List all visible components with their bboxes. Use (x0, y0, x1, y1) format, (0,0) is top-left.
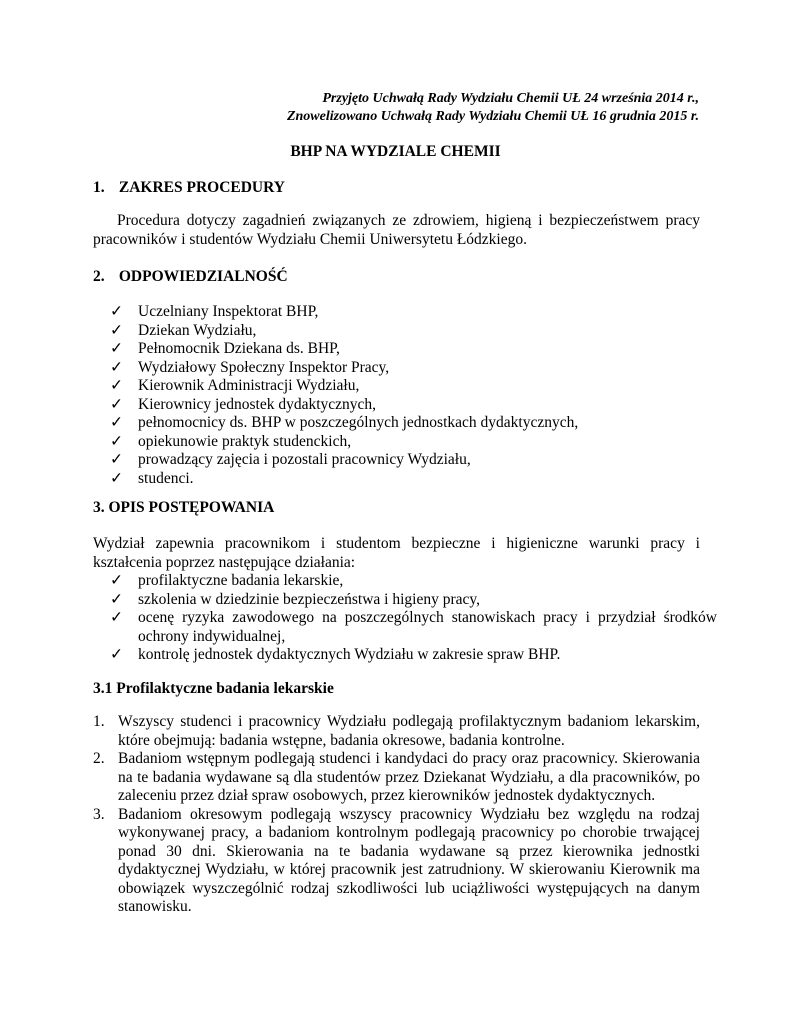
list-item: ✓ Dziekan Wydziału, (110, 321, 257, 339)
list-item: ✓ Wydziałowy Społeczny Inspektor Pracy, (110, 358, 390, 376)
document-header (287, 90, 699, 126)
section-1-title: ZAKRES PROCEDURY (118, 179, 285, 196)
check-icon: ✓ (110, 609, 123, 626)
list-item: ✓ studenci. (110, 469, 194, 487)
list-item: ✓ pełnomocnicy ds. BHP w poszczególnych jednostkach dydaktycznych, (110, 414, 579, 431)
medical-exams-list (93, 713, 700, 917)
check-icon: ✓ (110, 451, 123, 468)
check-icon: ✓ (110, 432, 123, 450)
list-item: ✓ ocenę ryzyka zawodowego na poszczególnych stanowiskach pracy i przydział środków ochrony indywidualnej, (110, 609, 717, 645)
section-3-1-heading: 3.1 Profilaktyczne badania lekarskie (93, 680, 334, 697)
section-3-intro: Wydział zapewnia pracownikom i studentom bezpieczne i higieniczne warunki pracy i kształcenia poprzez następujące działania: (93, 535, 700, 571)
section-2-number: 2. (93, 268, 105, 285)
section-1-text: Procedura dotyczy zagadnień związanych ze zdrowiem, higieną i bezpieczeństwem pracy pracowników i studentów Wydziału Chemii Uniwersytetu Łódzkiego. (93, 212, 700, 248)
check-icon: ✓ (110, 646, 123, 663)
section-3-heading: 3. OPIS POSTĘPOWANIA (93, 499, 275, 516)
check-icon: ✓ (110, 469, 123, 487)
list-item: ✓ Uczelniany Inspektorat BHP, (110, 303, 319, 320)
item-number: 3. (93, 805, 105, 823)
check-icon: ✓ (110, 303, 123, 320)
list-item: 2. Badaniom wstępnym podlegają studenci i kandydaci do pracy oraz pracownicy. Skierowania na te badania wydawane są dla studentów przez Dziekanat Wydziału, a dla pracowników, po zaleceniu przez dział spraw osobowych, przez kierowników jednostek dydaktycznych. (93, 750, 700, 804)
check-icon: ✓ (110, 358, 123, 376)
list-item: ✓ Kierownik Administracji Wydziału, (110, 377, 360, 394)
check-icon: ✓ (110, 377, 123, 394)
section-1-number: 1. (93, 179, 105, 196)
list-item: ✓ szkolenia w dziedzinie bezpieczeństwa i higieny pracy, (110, 590, 480, 608)
list-item: 3. Badaniom okresowym podlegają wszyscy pracownicy Wydziału bez względu na rodzaj wykonywanej pracy, a badaniom kontrolnym podlegają pracownicy po chorobie trwającej ponad 30 dni. Skierowania na te badania wydawane są przez kierownika jednostki dydaktycznej Wydziału, w której pracownik jest zatrudniony. W skierowaniu Kierownik ma obowiązek wyszczególnić rodzaj szkodliwości lub uciążliwości występujących na danym stanowisku. (93, 805, 700, 915)
list-item: 1. Wszyscy studenci i pracownicy Wydziału podlegają profilaktycznym badaniom lekarskim, które obejmują: badania wstępne, badania okresowe, badania kontrolne. (93, 713, 700, 749)
section-2-title: ODPOWIEDZIALNOŚĆ (118, 268, 288, 285)
section-1-heading (93, 179, 285, 198)
check-icon: ✓ (110, 414, 123, 431)
header-line-1: Przyjęto Uchwałą Rady Wydziału Chemii UŁ 24 września 2014 r., (322, 91, 699, 106)
list-item: ✓ kontrolę jednostek dydaktycznych Wydziału w zakresie spraw BHP. (110, 646, 561, 663)
item-number: 2. (93, 750, 105, 767)
check-icon: ✓ (110, 340, 123, 357)
list-item: ✓ Kierownicy jednostek dydaktycznych, (110, 395, 377, 413)
check-icon: ✓ (110, 572, 123, 589)
list-item: ✓ opiekunowie praktyk studenckich, (110, 432, 352, 450)
actions-list (110, 572, 717, 665)
check-icon: ✓ (110, 395, 123, 413)
header-line-2: Znowelizowano Uchwałą Rady Wydziału Chemii UŁ 16 grudnia 2015 r. (286, 109, 699, 124)
page-title: BHP NA WYDZIALE CHEMII (290, 143, 501, 160)
check-icon: ✓ (110, 321, 123, 339)
responsibility-list (110, 303, 578, 488)
item-number: 1. (93, 713, 105, 730)
list-item: ✓ Pełnomocnik Dziekana ds. BHP, (110, 340, 340, 357)
list-item: ✓ profilaktyczne badania lekarskie, (110, 572, 344, 589)
section-2-heading (93, 268, 288, 287)
list-item: ✓ prowadzący zajęcia i pozostali pracownicy Wydziału, (110, 451, 471, 468)
check-icon: ✓ (110, 590, 123, 608)
